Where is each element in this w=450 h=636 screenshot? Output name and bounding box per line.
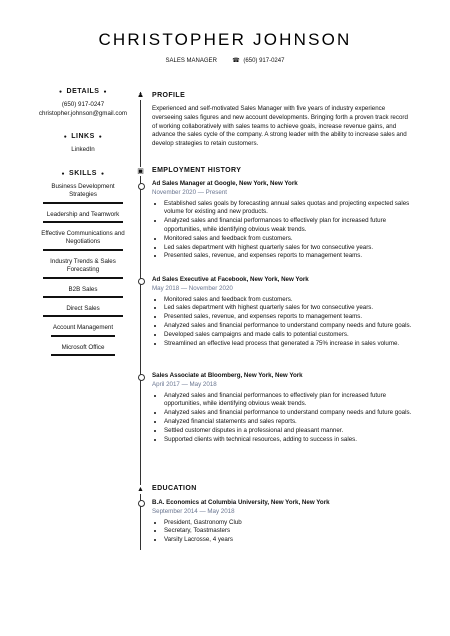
job-title: SALES MANAGER	[165, 58, 217, 64]
skill-name: Microsoft Office	[61, 343, 105, 351]
job-bullets	[152, 392, 414, 445]
skill-level-bar	[43, 315, 123, 317]
job-dates: May 2018 — November 2020	[152, 284, 233, 292]
skill-name: Leadership and Teamwork	[46, 210, 120, 218]
profile-section	[152, 91, 414, 149]
bullet-item: • Presented sales, revenue, and expenses reports to management teams.	[164, 252, 414, 261]
skill-item	[38, 183, 128, 207]
skill-item	[38, 305, 128, 320]
bullet-item: • Established sales goals by forecasting annual sales quotas and projecting expected sales volume for existing and new products.	[164, 200, 414, 218]
skill-item	[38, 344, 128, 359]
bullet-item: • Monitored sales and feedback from customers.	[164, 235, 414, 244]
candidate-name: CHRISTOPHER JOHNSON	[98, 30, 352, 49]
bullet-item: • Analyzed sales and financial performances to effectively plan for increased future opportunities, while identifying obvious weak trends.	[164, 217, 414, 235]
linkedin-link[interactable]: LinkedIn	[71, 146, 95, 153]
bullet-item: • Streamlined an effective lead process that generated a 75% increase in sales volume.	[164, 340, 414, 349]
job-dates: November 2020 — Present	[152, 188, 227, 196]
skill-level-bar	[51, 354, 115, 356]
bullet-item: • Secretary, Toastmasters	[164, 527, 414, 536]
links-heading: ● LINKS ●	[63, 133, 103, 140]
skill-item	[38, 258, 128, 282]
job-title: Sales Associate at Bloomberg, New York, New York	[152, 372, 303, 379]
education-dates: September 2014 — May 2018	[152, 507, 235, 515]
timeline-dot	[138, 278, 145, 285]
left-column	[38, 88, 128, 363]
dot-icon: ●	[98, 133, 103, 140]
timeline-line	[140, 96, 141, 550]
bullet-item: • Monitored sales and feedback from customers.	[164, 296, 414, 305]
bullet-item: • Settled customer disputes in a professional and pleasant manner.	[164, 427, 414, 436]
bullet-item: • Developed sales campaigns and made calls to potential customers.	[164, 331, 414, 340]
phone-icon: ☎	[232, 58, 240, 64]
education-bullets	[152, 519, 414, 545]
skills-heading: ● SKILLS ●	[61, 170, 105, 177]
dot-icon: ●	[100, 170, 105, 177]
job-entry	[152, 276, 414, 348]
timeline-dot	[138, 500, 145, 507]
skill-name: Business Development Strategies	[51, 183, 115, 199]
bullet-item: • Led sales department with highest quarterly sales for two consecutive years.	[164, 304, 414, 313]
skill-name: Effective Communications and Negotiations	[41, 230, 125, 246]
timeline-dot	[138, 374, 145, 381]
bullet-item: • Analyzed sales and financial performances to effectively plan for increased future opportunities, while identifying obvious weak trends.	[164, 392, 414, 410]
skill-level-bar	[43, 296, 123, 298]
job-bullets	[152, 200, 414, 262]
skill-item	[38, 230, 128, 254]
skill-name: Direct Sales	[66, 304, 100, 312]
details-heading: ● DETAILS ●	[59, 88, 107, 95]
skill-level-bar	[43, 202, 123, 204]
details-email[interactable]: christopher.johnson@gmail.com	[38, 110, 128, 117]
job-title: Ad Sales Executive at Facebook, New York, New York	[152, 276, 309, 283]
employment-heading-block	[152, 166, 414, 176]
job-bullets	[152, 296, 414, 349]
briefcase-icon: ▣	[137, 168, 144, 175]
bullet-item: • Led sales department with highest quarterly sales for two consecutive years.	[164, 244, 414, 253]
bullet-item: • Analyzed sales and financial performance to understand company needs and future goals.	[164, 409, 414, 418]
degree-title: B.A. Economics at Columbia University, New York, New York	[152, 498, 330, 506]
skill-level-bar	[43, 221, 123, 223]
employment-heading: EMPLOYMENT HISTORY	[152, 167, 242, 174]
skill-level-bar	[43, 277, 123, 279]
header-subline	[0, 57, 450, 64]
skill-item	[38, 324, 128, 339]
bullet-item: • Varsity Lacrosse, 4 years	[164, 536, 414, 545]
bullet-item: • Analyzed financial statements and sales reports.	[164, 418, 414, 427]
skills-list	[38, 183, 128, 359]
job-dates: April 2017 — May 2018	[152, 380, 217, 388]
profile-text: Experienced and self-motivated Sales Manager with five years of industry experience overseeing sales figures and new account developments. Bringing forth a proven track record of working collaboratively with sales teams to achieve goals, increase revenue gains, and advance the sales cycle of the company. A strong leader with the ability to increase sales and develop strategies to retain customers.	[152, 104, 408, 148]
dot-icon: ●	[63, 133, 68, 140]
education-heading: EDUCATION	[152, 485, 197, 492]
bullet-item: • Supported clients with technical resources, adding to success in sales.	[164, 436, 414, 445]
profile-heading: PROFILE	[152, 92, 186, 99]
timeline-dot	[138, 183, 145, 190]
header-phone: (650) 917-0247	[243, 58, 285, 64]
graduation-cap-icon: ▲	[137, 486, 144, 493]
job-entry	[152, 372, 414, 444]
dot-icon: ●	[103, 88, 107, 95]
job-title: Ad Sales Manager at Google, New York, New York	[152, 180, 298, 187]
skill-item	[38, 286, 128, 301]
dot-icon: ●	[59, 88, 63, 95]
skill-name: B2B Sales	[68, 285, 98, 293]
profile-icon: ♟	[137, 92, 144, 99]
bullet-item: • Presented sales, revenue, and expenses reports to management teams.	[164, 313, 414, 322]
bullet-item: • Analyzed sales and financial performance to understand company needs and future goals.	[164, 322, 414, 331]
skill-name: Account Management	[52, 324, 114, 332]
skill-name: Industry Trends & Sales Forecasting	[50, 257, 116, 274]
bullet-item: • President, Gastronomy Club	[164, 519, 414, 528]
education-section	[152, 484, 414, 545]
skill-item	[38, 211, 128, 226]
skill-level-bar	[51, 335, 115, 337]
job-entry	[152, 180, 414, 261]
skill-level-bar	[43, 249, 123, 251]
details-phone: (650) 917-0247	[61, 101, 105, 108]
dot-icon: ●	[61, 170, 66, 177]
